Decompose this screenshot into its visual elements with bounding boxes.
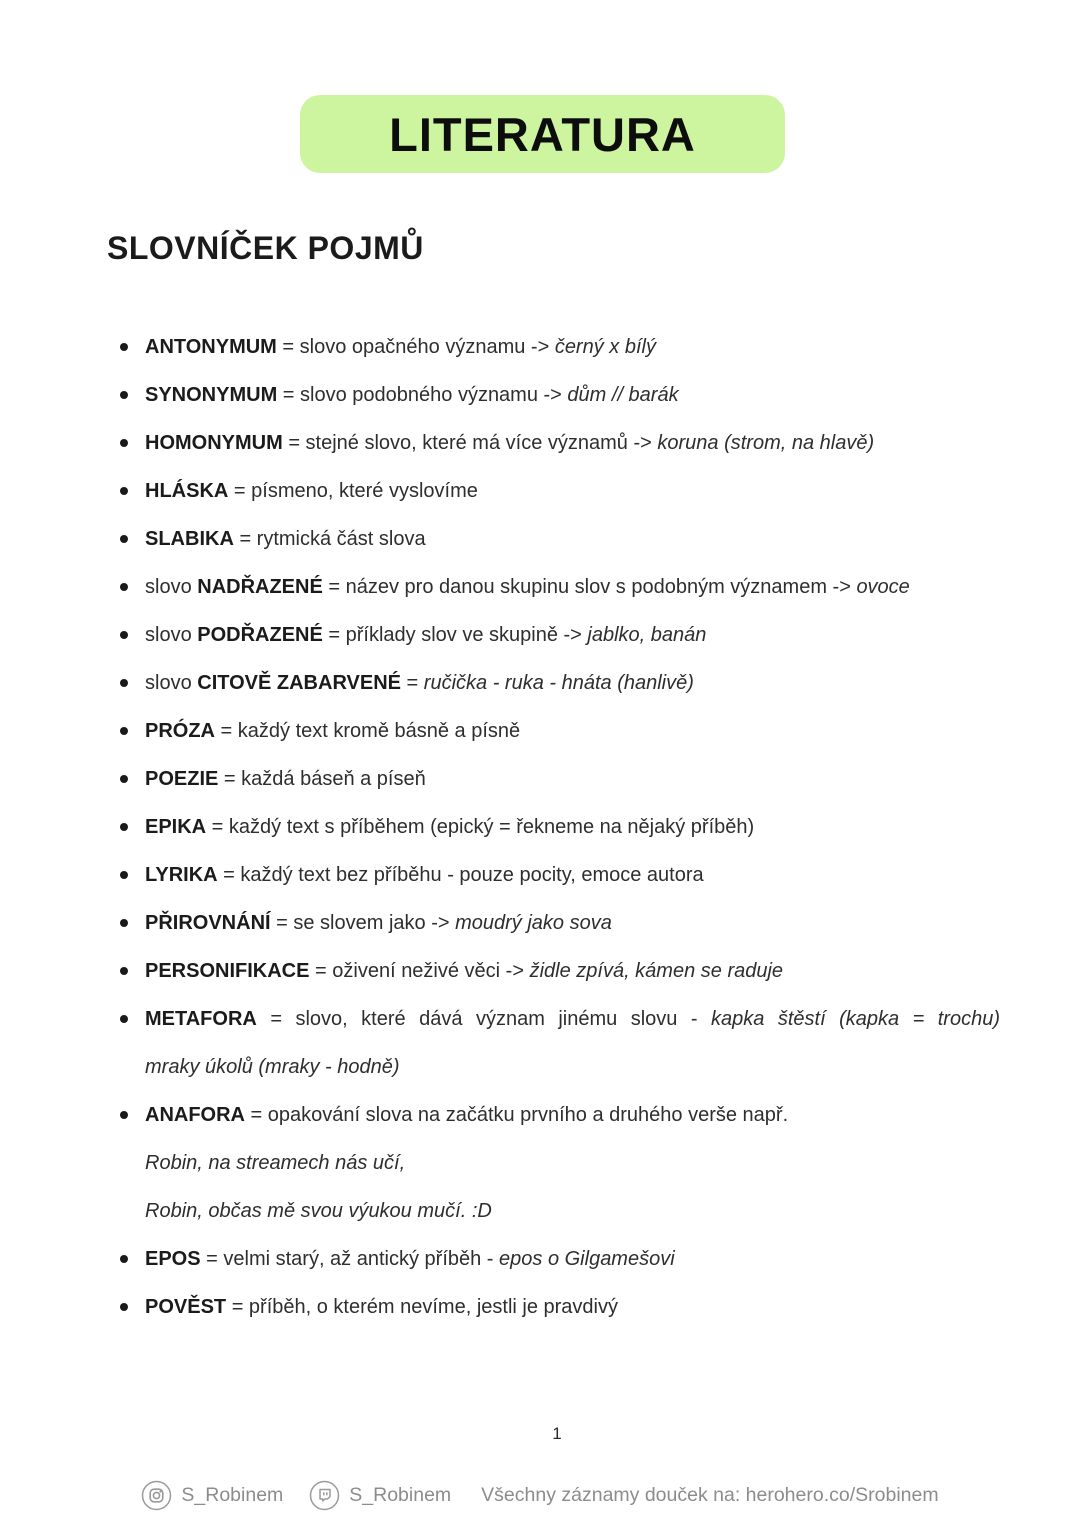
term-example: černý x bílý — [554, 336, 656, 358]
term-line — [145, 1235, 1000, 1283]
bullet-icon — [120, 967, 128, 975]
bullet-icon — [120, 487, 128, 495]
term-definition: = písmeno, které vyslovíme — [228, 480, 478, 502]
bullet-icon — [120, 583, 128, 591]
instagram-icon — [141, 1480, 172, 1511]
term-line — [145, 467, 1000, 515]
term-item — [0, 563, 1080, 611]
bullet-icon — [120, 343, 128, 351]
bullet-icon — [120, 535, 128, 543]
term-item — [0, 371, 1080, 419]
bullet-icon — [120, 919, 128, 927]
term-name: NADŘAZENÉ — [197, 576, 323, 598]
term-line — [145, 755, 1000, 803]
term-example: mraky úkolů (mraky - hodně) — [145, 1056, 400, 1078]
term-item — [0, 755, 1080, 803]
instagram-group — [141, 1480, 283, 1511]
term-definition: = každý text bez příběhu - pouze pocity, emoce autora — [217, 864, 704, 886]
term-item — [0, 659, 1080, 707]
bullet-icon — [120, 631, 128, 639]
term-line — [145, 1283, 1000, 1331]
term-line — [145, 947, 1000, 995]
term-line — [145, 323, 1000, 371]
term-example: koruna (strom, na hlavě) — [657, 432, 875, 454]
term-name: METAFORA — [145, 1008, 257, 1030]
term-line — [145, 707, 1000, 755]
term-definition: = příběh, o kterém nevíme, jestli je pravdivý — [226, 1296, 618, 1318]
term-item — [0, 851, 1080, 899]
term-item — [0, 995, 1080, 1091]
term-name: SLABIKA — [145, 528, 234, 550]
term-item — [0, 1235, 1080, 1283]
term-name: SYNONYMUM — [145, 384, 278, 406]
term-name: EPOS — [145, 1248, 201, 1270]
twitch-icon — [309, 1480, 340, 1511]
term-line — [145, 659, 1000, 707]
term-name: HLÁSKA — [145, 480, 229, 502]
term-name: PERSONIFIKACE — [145, 960, 310, 982]
term-line — [145, 515, 1000, 563]
page-title: LITERATURA — [389, 107, 696, 161]
term-line — [145, 803, 1000, 851]
term-line — [145, 563, 1000, 611]
term-definition: = se slovem jako -> — [270, 912, 456, 934]
term-definition: slovo — [145, 624, 198, 646]
term-item — [0, 323, 1080, 371]
bullet-icon — [120, 727, 128, 735]
bullet-icon — [120, 1255, 128, 1263]
term-definition: = slovo, které dává význam jinému slovu - — [256, 1008, 711, 1030]
term-definition: = opakování slova na začátku prvního a druhého verše např. — [245, 1104, 789, 1126]
term-example: jablko, banán — [587, 624, 707, 646]
footer-note: Všechny záznamy douček na: herohero.co/Srobinem — [481, 1484, 939, 1506]
term-name: LYRIKA — [145, 864, 218, 886]
term-line — [145, 1091, 1000, 1139]
term-definition: = slovo podobného významu -> — [277, 384, 568, 406]
term-name: CITOVĚ ZABARVENÉ — [197, 672, 401, 694]
term-line — [145, 611, 1000, 659]
term-item — [0, 707, 1080, 755]
term-example: Robin, na streamech nás učí, — [145, 1152, 406, 1174]
term-name: PRÓZA — [145, 720, 215, 742]
bullet-icon — [120, 679, 128, 687]
term-name: PODŘAZENÉ — [197, 624, 323, 646]
term-line — [145, 851, 1000, 899]
term-example: moudrý jako sova — [455, 912, 612, 934]
twitch-handle: S_Robinem — [349, 1484, 452, 1506]
title-banner — [300, 95, 785, 173]
term-definition: = každá báseň a píseň — [218, 768, 426, 790]
page-number: 1 — [552, 1424, 562, 1443]
term-line — [145, 419, 1000, 467]
term-definition: = každý text kromě básně a písně — [215, 720, 521, 742]
term-continuation-line — [145, 1043, 1000, 1091]
term-name: EPIKA — [145, 816, 207, 838]
term-item — [0, 419, 1080, 467]
term-example: dům // barák — [567, 384, 679, 406]
term-continuation-line — [145, 1139, 1000, 1187]
bullet-icon — [120, 391, 128, 399]
term-example: epos o Gilgamešovi — [499, 1248, 675, 1270]
term-item — [0, 947, 1080, 995]
bullet-icon — [120, 1015, 128, 1023]
term-definition: = — [401, 672, 424, 694]
term-example: Robin, občas mě svou výukou mučí. :D — [145, 1200, 492, 1222]
footer — [0, 1480, 1080, 1511]
term-definition: = název pro danou skupinu slov s podobným významem -> — [322, 576, 857, 598]
bullet-icon — [120, 775, 128, 783]
term-definition: = slovo opačného významu -> — [276, 336, 555, 358]
term-definition: slovo — [145, 576, 198, 598]
term-name: ANTONYMUM — [145, 336, 277, 358]
term-name: POVĚST — [145, 1296, 227, 1318]
bullet-icon — [120, 439, 128, 447]
term-name: HOMONYMUM — [145, 432, 283, 454]
term-item — [0, 467, 1080, 515]
term-definition: slovo — [145, 672, 198, 694]
term-example: židle zpívá, kámen se raduje — [529, 960, 784, 982]
term-name: PŘIROVNÁNÍ — [145, 912, 271, 934]
term-list — [0, 323, 1080, 1331]
term-definition: = každý text s příběhem (epický = řekneme na nějaký příběh) — [206, 816, 755, 838]
term-definition: = velmi starý, až antický příběh - — [200, 1248, 500, 1270]
term-line — [145, 371, 1000, 419]
term-line — [145, 899, 1000, 947]
term-item — [0, 515, 1080, 563]
term-name: POEZIE — [145, 768, 219, 790]
section-heading: SLOVNÍČEK POJMŮ — [107, 230, 424, 266]
term-example: ručička - ruka - hnáta (hanlivě) — [423, 672, 694, 694]
bullet-icon — [120, 871, 128, 879]
term-item — [0, 803, 1080, 851]
term-line — [145, 995, 1000, 1043]
bullet-icon — [120, 1303, 128, 1311]
bullet-icon — [120, 823, 128, 831]
twitch-group — [309, 1480, 451, 1511]
term-continuation-line — [145, 1187, 1000, 1235]
term-item — [0, 1091, 1080, 1235]
term-definition: = příklady slov ve skupině -> — [322, 624, 588, 646]
term-item — [0, 1283, 1080, 1331]
term-name: ANAFORA — [145, 1104, 245, 1126]
term-item — [0, 611, 1080, 659]
term-definition: = stejné slovo, které má více významů -> — [282, 432, 658, 454]
bullet-icon — [120, 1111, 128, 1119]
term-definition: = oživení neživé věci -> — [309, 960, 530, 982]
term-example: ovoce — [856, 576, 910, 598]
term-definition: = rytmická část slova — [233, 528, 426, 550]
instagram-handle: S_Robinem — [181, 1484, 284, 1506]
term-item — [0, 899, 1080, 947]
term-example: kapka štěstí (kapka = trochu) — [711, 1008, 1000, 1030]
